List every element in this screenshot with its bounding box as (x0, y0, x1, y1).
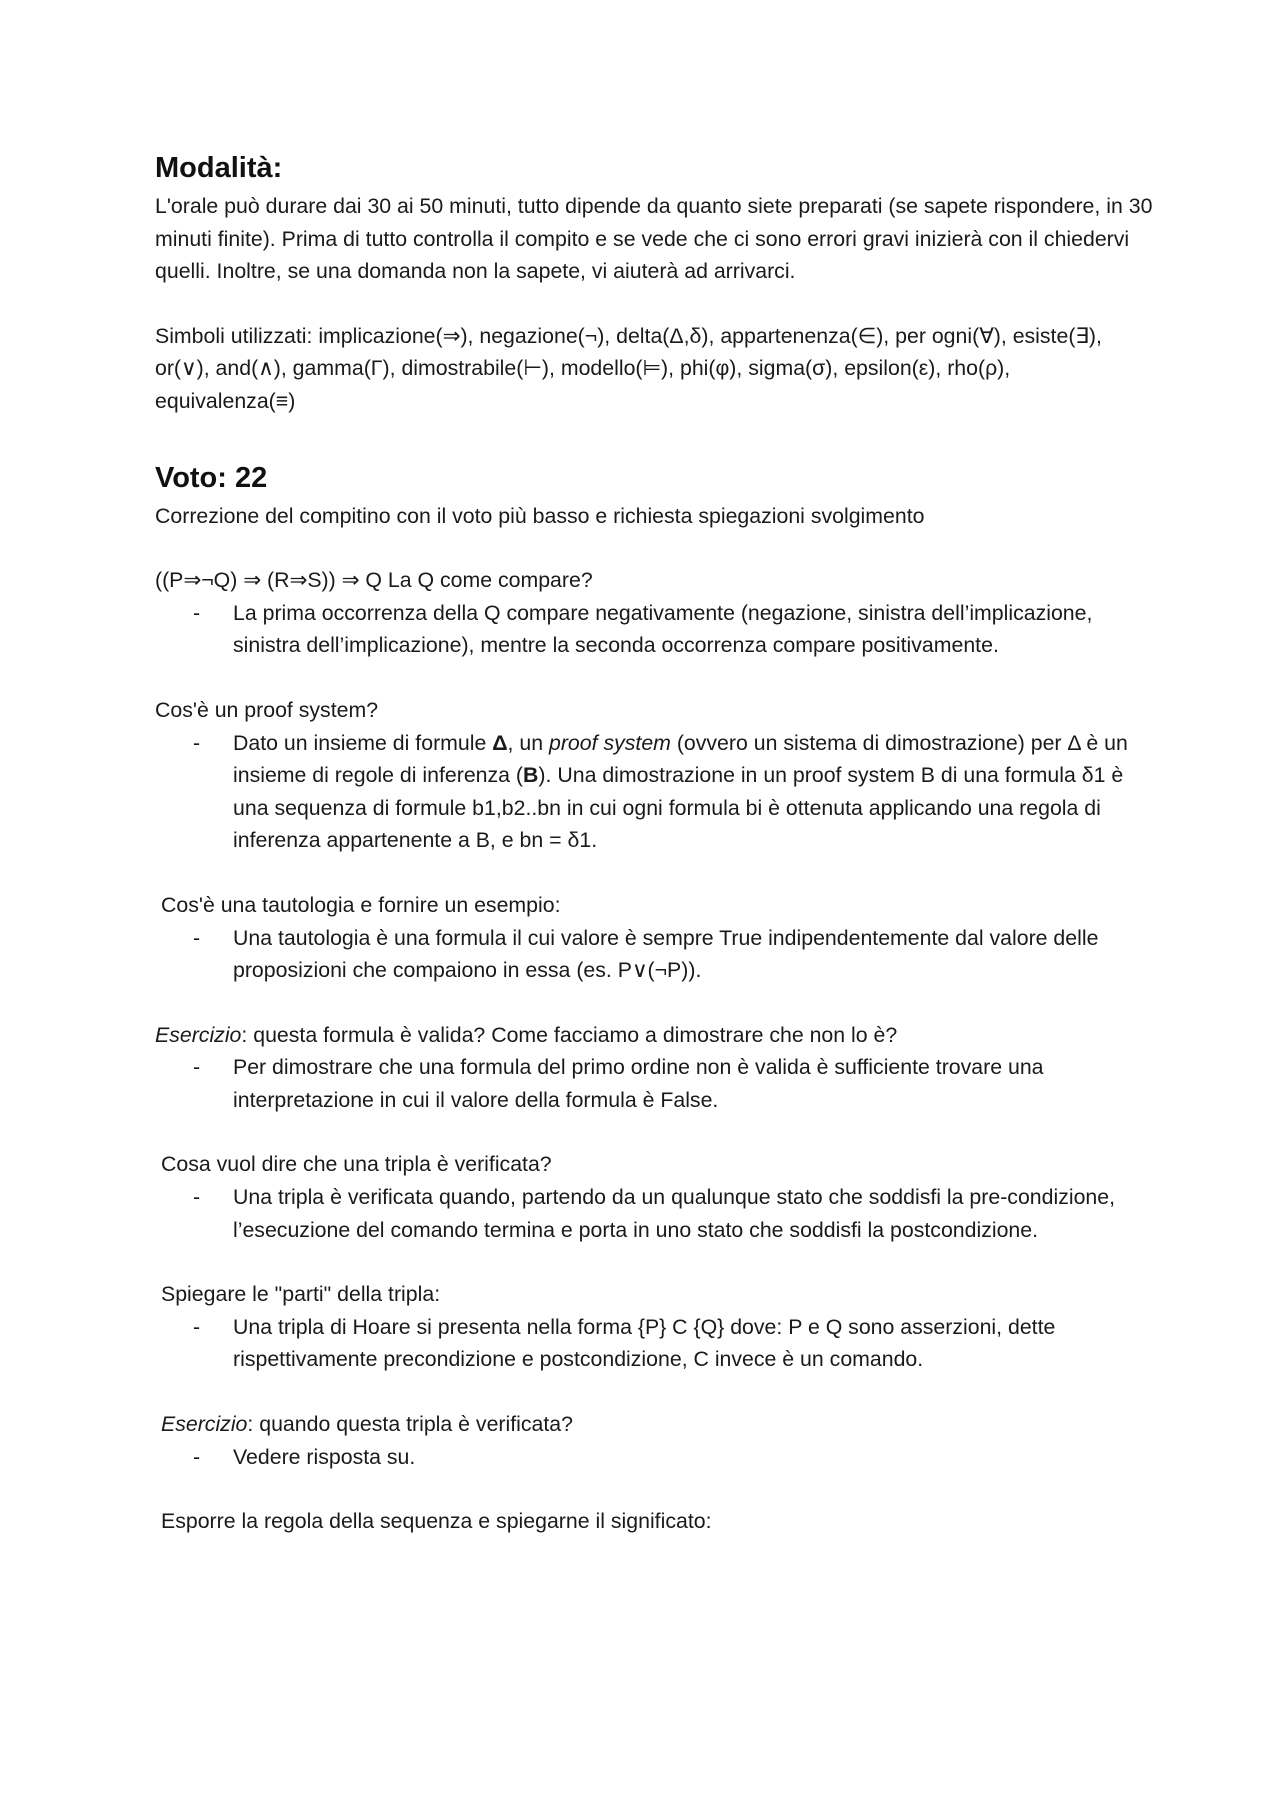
answer-text (233, 727, 1155, 857)
answer-italic-term: proof system (549, 730, 671, 755)
list-dash: - (193, 1314, 201, 1339)
answer-segment: , un (507, 730, 549, 755)
document-page (155, 150, 1155, 1538)
answer-item (155, 727, 1155, 857)
answer-item (155, 1441, 1155, 1474)
modalita-paragraph: L'orale può durare dai 30 ai 50 minuti, tutto dipende da quanto siete preparati (se sapete rispondere, in 30 minuti finite). Prima di tutto controlla il compito e se vede che ci sono errori gravi inizierà con il chiedervi quelli. Inoltre, se una domanda non la sapete, vi aiuterà ad arrivarci. (155, 194, 1153, 284)
list-dash: - (193, 600, 201, 625)
answer-text: Vedere risposta su. (233, 1444, 416, 1469)
answer-segment: ). Una dimostrazione in un proof system B di una formula δ1 è una sequenza di formule b1,b2..bn in cui ogni formula bi è ottenuta applicando una regola di inferenza appartenente a B, e bn = δ1. (233, 763, 1124, 853)
heading-modalita: Modalità: (155, 152, 283, 184)
list-dash: - (193, 1055, 201, 1080)
voto-intro: Correzione del compitino con il voto più basso e richiesta spiegazioni svolgimento (155, 503, 925, 528)
answer-text: Una tripla di Hoare si presenta nella forma {P} C {Q} dove: P e Q sono asserzioni, dette rispettivamente precondizione e postcondizione, C invece è un comando. (233, 1314, 1056, 1372)
list-dash: - (193, 1444, 201, 1469)
question-regola-sequenza: Esporre la regola della sequenza e spiegarne il significato: (161, 1509, 712, 1534)
symbols-paragraph: Simboli utilizzati: implicazione(⇒), negazione(¬), delta(Δ,δ), appartenenza(∈), per ogni(∀), esiste(∃), or(∨), and(∧), gamma(Γ), dimostrabile(⊢), modello(⊨), phi(φ), sigma(σ), epsilon(ε), rho(ρ), equivalenza(≡) (155, 323, 1102, 413)
answer-bold-b: B (523, 763, 539, 788)
question-segment: : quando questa tripla è verificata? (247, 1412, 573, 1437)
question-esercizio-tripla (155, 1408, 1155, 1441)
answer-text: Una tautologia è una formula il cui valore è sempre True indipendentemente dal valore delle proposizioni che compaiono in essa (es. P∨(¬P)). (233, 925, 1099, 983)
answer-segment: Dato un insieme di formule (233, 730, 493, 755)
list-dash: - (193, 730, 201, 755)
answer-item (155, 1181, 1155, 1246)
answer-segment: (ovvero un sistema di dimostrazione) per Δ è un insieme di regole di inferenza ( (233, 730, 1128, 788)
answer-item (155, 1051, 1155, 1116)
question-tripla-verificata: Cosa vuol dire che una tripla è verificata? (161, 1152, 552, 1177)
answer-item (155, 1311, 1155, 1376)
question-esercizio-formula (155, 1019, 1155, 1052)
answer-text: Una tripla è verificata quando, partendo da un qualunque stato che soddisfi la pre-condizione, l’esecuzione del comando termina e porta in uno stato che soddisfi la postcondizione. (233, 1185, 1116, 1242)
answer-bold-delta: Δ (492, 730, 508, 755)
question-proof-system: Cos'è un proof system? (155, 697, 379, 722)
answer-text: La prima occorrenza della Q compare negativamente (negazione, sinistra dell’implicazione, sinistra dell’implicazione), mentre la seconda occorrenza compare positivamente. (233, 600, 1093, 658)
list-dash: - (193, 925, 201, 950)
question-q-occurrence: ((P⇒¬Q) ⇒ (R⇒S)) ⇒ Q La Q come compare? (155, 568, 593, 593)
answer-item (155, 597, 1155, 662)
question-tautologia: Cos'è una tautologia e fornire un esempio: (161, 892, 561, 917)
esercizio-label: Esercizio (161, 1412, 248, 1437)
heading-voto: Voto: 22 (155, 461, 268, 494)
answer-item (155, 922, 1155, 987)
esercizio-label: Esercizio (155, 1022, 242, 1047)
question-segment: : questa formula è valida? Come facciamo a dimostrare che non lo è? (241, 1022, 898, 1047)
list-dash: - (193, 1185, 201, 1210)
answer-text: Per dimostrare che una formula del primo ordine non è valida è sufficiente trovare una interpretazione in cui il valore della formula è False. (233, 1055, 1044, 1112)
question-parti-tripla: Spiegare le "parti" della tripla: (161, 1282, 441, 1307)
